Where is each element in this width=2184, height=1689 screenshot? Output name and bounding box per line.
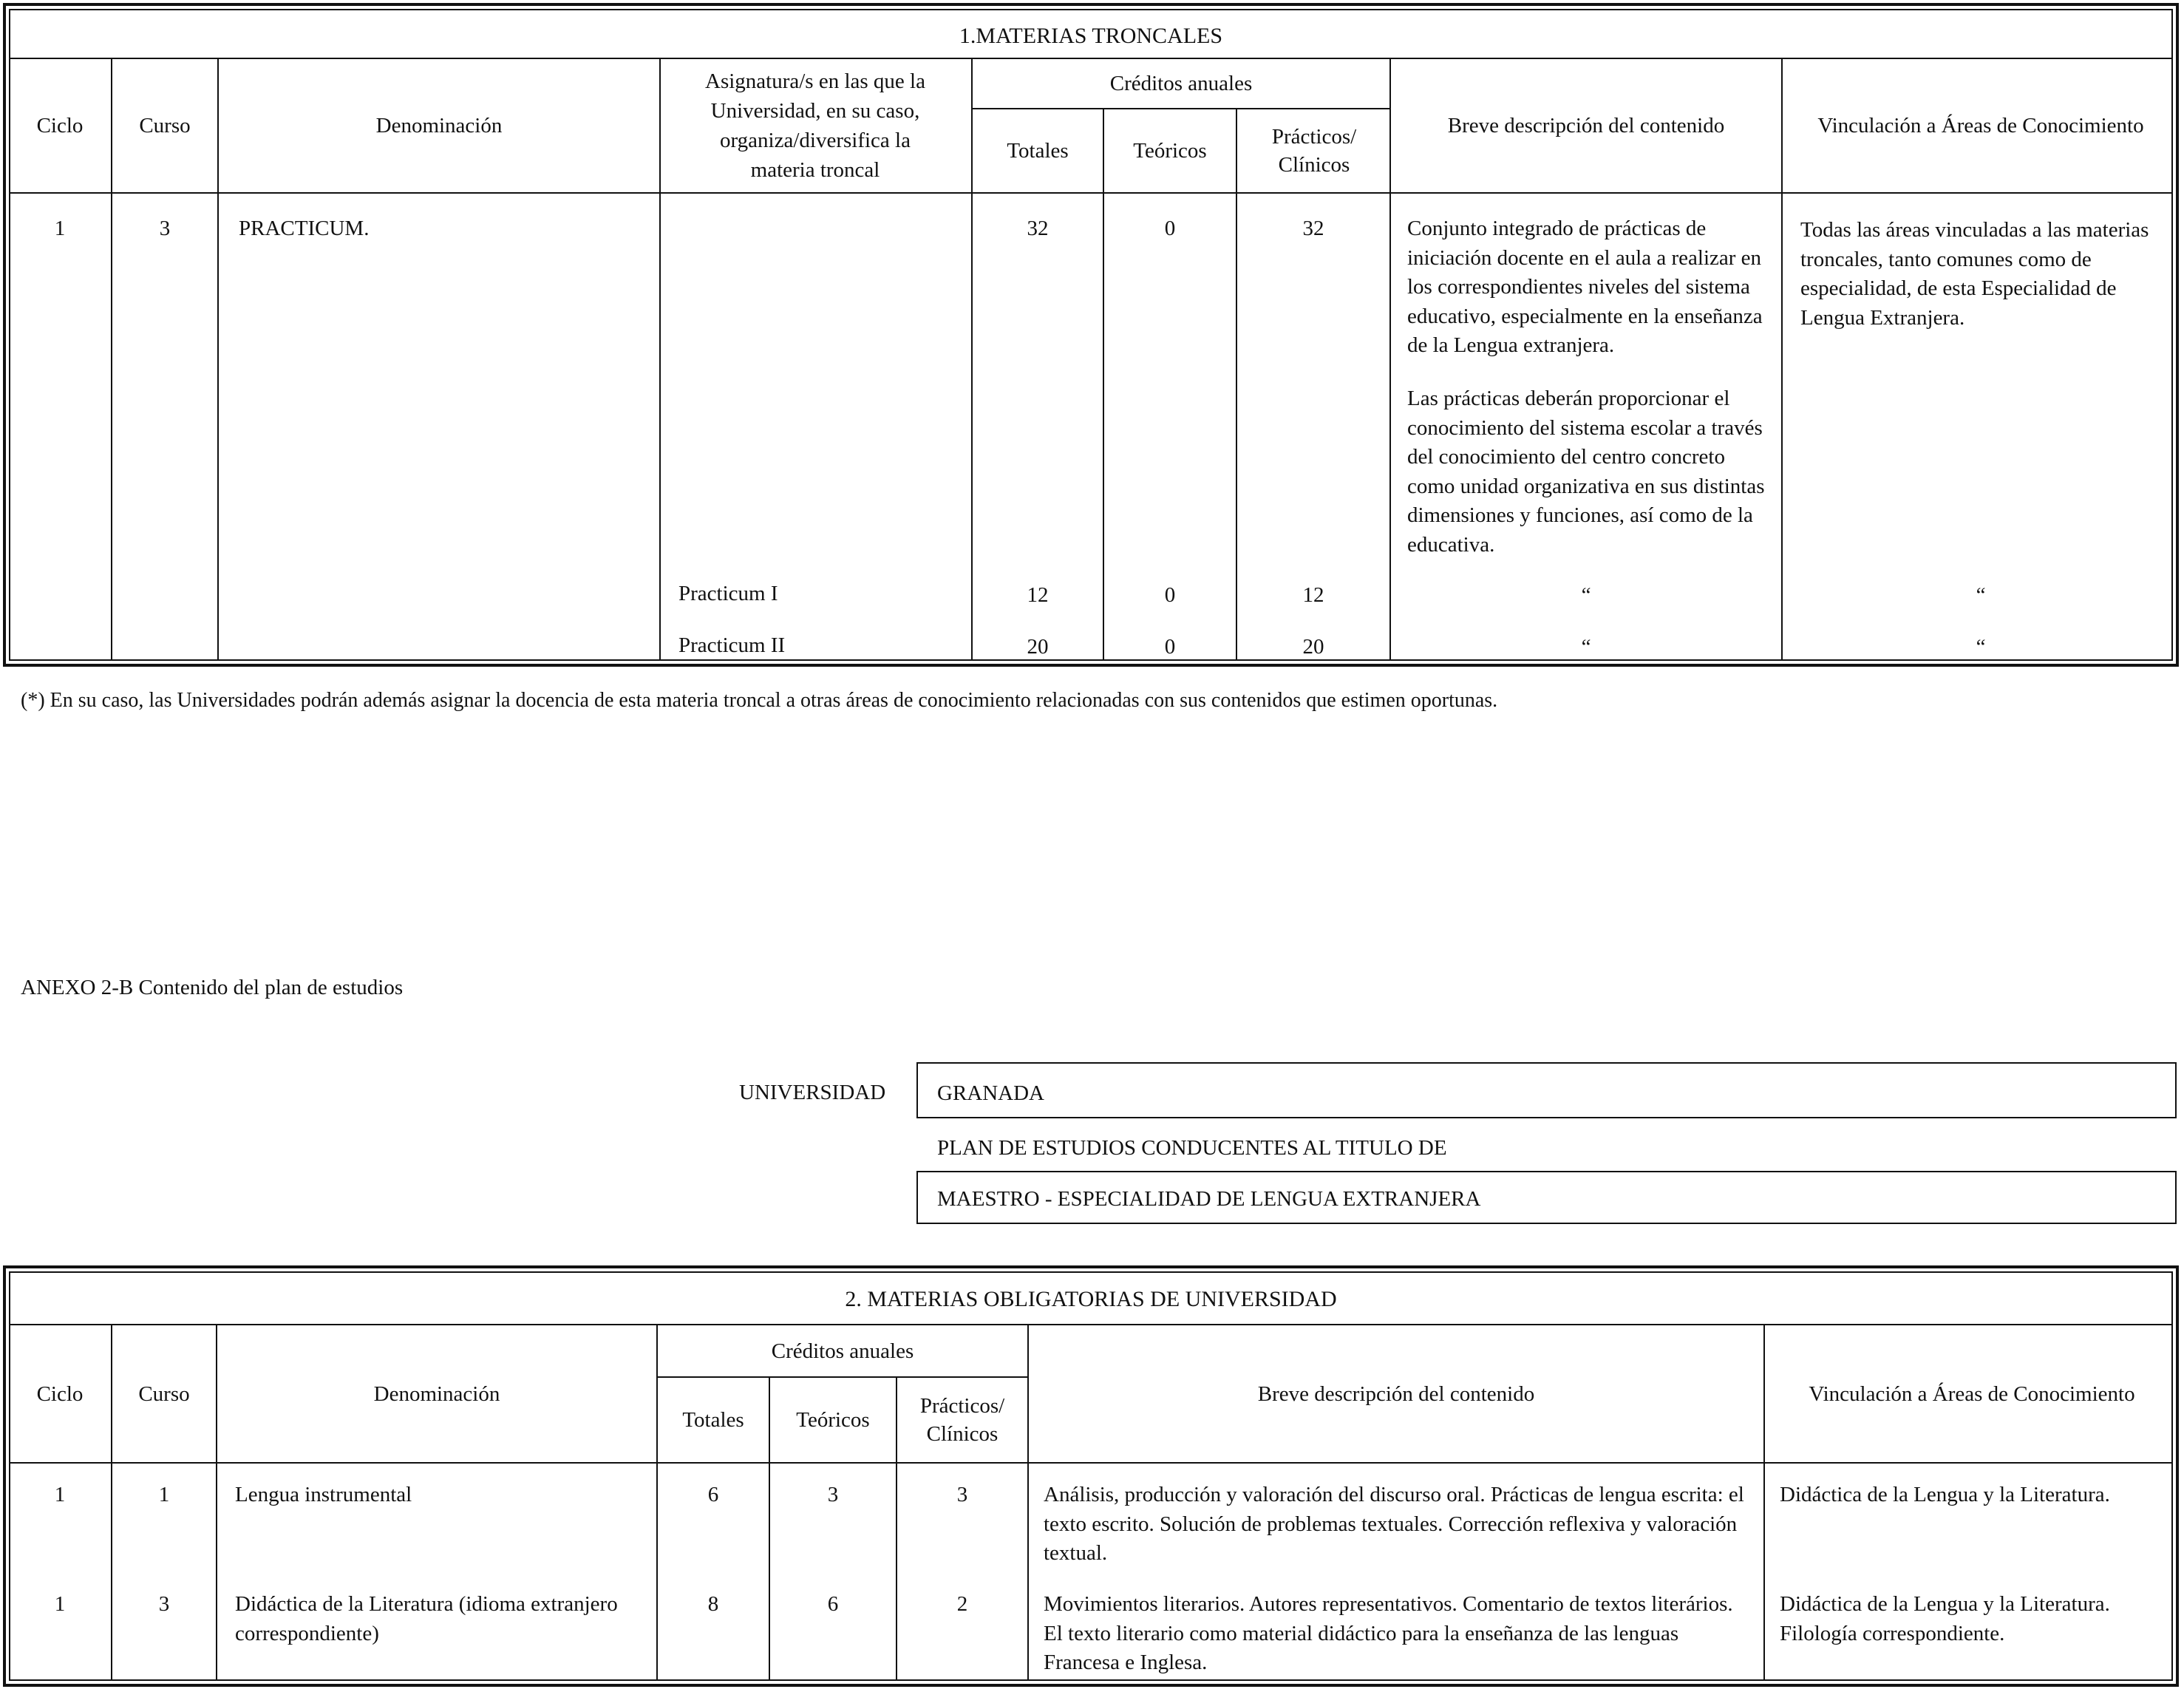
table-title: 1.MATERIAS TRONCALES bbox=[959, 24, 1223, 48]
sub-row-2-practicos: 20 bbox=[1302, 635, 1324, 659]
cell-vinculacion: Todas las áreas vinculadas a las materias troncales, tanto comunes como de especialidad, de esta Especialidad de Lengua Extranjera. bbox=[1800, 218, 2149, 330]
sub-row-2-asignatura: Practicum II bbox=[678, 633, 786, 657]
row-1-vinculacion: Didáctica de la Lengua y la Literatura. bbox=[1780, 1483, 2110, 1506]
sub-row-1-asignatura: Practicum I bbox=[678, 582, 778, 605]
row-2-denominacion: Didáctica de la Literatura (idioma extranjero correspondiente) bbox=[235, 1592, 618, 1645]
cell-ciclo: 1 bbox=[54, 217, 66, 240]
obligatorias-table bbox=[3, 1265, 2179, 1687]
cell-curso: 3 bbox=[159, 217, 171, 240]
sub-row-2-descripcion: “ bbox=[1581, 635, 1591, 659]
row-1-ciclo: 1 bbox=[54, 1483, 66, 1506]
header-teoricos: Teóricos bbox=[796, 1408, 870, 1432]
sub-row-1-practicos: 12 bbox=[1302, 583, 1324, 607]
cell-practicos: 32 bbox=[1302, 217, 1324, 240]
header-descripcion: Breve descripción del contenido bbox=[1447, 114, 1725, 137]
row-1-teoricos: 3 bbox=[827, 1483, 839, 1506]
universidad-value: GRANADA bbox=[937, 1081, 1044, 1105]
cell-totales: 32 bbox=[1027, 217, 1049, 240]
row-1-totales: 6 bbox=[707, 1483, 719, 1506]
anexo-heading: ANEXO 2-B Contenido del plan de estudios bbox=[21, 976, 404, 999]
row-2-teoricos: 6 bbox=[827, 1592, 839, 1616]
row-1-denominacion: Lengua instrumental bbox=[235, 1483, 412, 1506]
header-descripcion: Breve descripción del contenido bbox=[1257, 1382, 1535, 1406]
universidad-label: UNIVERSIDAD bbox=[739, 1081, 886, 1104]
header-creditos-anuales: Créditos anuales bbox=[771, 1339, 914, 1363]
row-2-practicos: 2 bbox=[956, 1592, 968, 1616]
cell-teoricos: 0 bbox=[1164, 217, 1176, 240]
row-1-descripcion: Análisis, producción y valoración del discurso oral. Prácticas de lengua escrita: el texto escrito. Solución de problemas textuales. Corrección reflexiva y valoración textual. bbox=[1044, 1483, 1744, 1565]
header-totales: Totales bbox=[682, 1408, 744, 1432]
sub-row-1-totales: 12 bbox=[1027, 583, 1049, 607]
troncales-table bbox=[3, 3, 2179, 667]
row-1-curso: 1 bbox=[158, 1483, 170, 1506]
cell-denominacion: PRACTICUM. bbox=[239, 217, 370, 240]
header-vinculacion: Vinculación a Áreas de Conocimiento bbox=[1809, 1382, 2135, 1406]
sub-row-2-vinculacion: “ bbox=[1976, 635, 1986, 659]
sub-row-1-descripcion: “ bbox=[1581, 583, 1591, 607]
header-practicos-clinicos: Prácticos/ Clínicos bbox=[1271, 125, 1357, 177]
cell-descripcion-p2: Las prácticas deberán proporcionar el conocimiento del sistema escolar a través del conocimiento del centro concreto como unidad organizativa en sus distintas dimensiones y funciones, así como de la educativa. bbox=[1407, 387, 1765, 557]
universidad-box bbox=[916, 1062, 2177, 1118]
plan-label: PLAN DE ESTUDIOS CONDUCENTES AL TITULO DE bbox=[937, 1136, 1447, 1160]
sub-row-2-totales: 20 bbox=[1027, 635, 1049, 659]
header-teoricos: Teóricos bbox=[1133, 139, 1207, 163]
header-curso: Curso bbox=[139, 114, 191, 137]
footnote: (*) En su caso, las Universidades podrán además asignar la docencia de esta materia troncal a otras áreas de conocimiento relacionadas con sus contenidos que estimen oportunas. bbox=[21, 689, 1498, 712]
titulo-value: MAESTRO - ESPECIALIDAD DE LENGUA EXTRANJERA bbox=[937, 1187, 1481, 1211]
row-2-descripcion: Movimientos literarios. Autores representativos. Comentario de textos literários. El texto literario como material didáctico para la enseñanza de las lenguas Francesa e Inglesa. bbox=[1044, 1592, 1733, 1674]
header-vinculacion: Vinculación a Áreas de Conocimiento bbox=[1817, 114, 2144, 137]
row-2-vinculacion: Didáctica de la Lengua y la Literatura. Filología correspondiente. bbox=[1780, 1592, 2110, 1645]
header-ciclo: Ciclo bbox=[36, 1382, 84, 1406]
row-2-curso: 3 bbox=[158, 1592, 170, 1616]
header-denominacion: Denominación bbox=[375, 114, 503, 137]
sub-row-1-teoricos: 0 bbox=[1164, 583, 1176, 607]
sub-row-2-teoricos: 0 bbox=[1164, 635, 1176, 659]
row-2-ciclo: 1 bbox=[54, 1592, 66, 1616]
header-ciclo: Ciclo bbox=[36, 114, 84, 137]
sub-row-1-vinculacion: “ bbox=[1976, 583, 1986, 607]
header-creditos-anuales: Créditos anuales bbox=[1109, 72, 1253, 95]
header-totales: Totales bbox=[1007, 139, 1069, 163]
row-1-practicos: 3 bbox=[956, 1483, 968, 1506]
row-2-totales: 8 bbox=[707, 1592, 719, 1616]
table-title: 2. MATERIAS OBLIGATORIAS DE UNIVERSIDAD bbox=[845, 1287, 1337, 1311]
header-curso: Curso bbox=[138, 1382, 190, 1406]
header-asignaturas: Asignatura/s en las que la Universidad, en su caso, organiza/diversifica la materia troncal bbox=[705, 69, 925, 182]
header-denominacion: Denominación bbox=[373, 1382, 500, 1406]
header-practicos-clinicos: Prácticos/ Clínicos bbox=[919, 1394, 1005, 1446]
titulo-box bbox=[916, 1171, 2177, 1224]
cell-descripcion-p1: Conjunto integrado de prácticas de iniciación docente en el aula a realizar en los correspondientes niveles del sistema educativo, especialmente en la enseñanza de la Lengua extranjera. bbox=[1407, 217, 1763, 357]
